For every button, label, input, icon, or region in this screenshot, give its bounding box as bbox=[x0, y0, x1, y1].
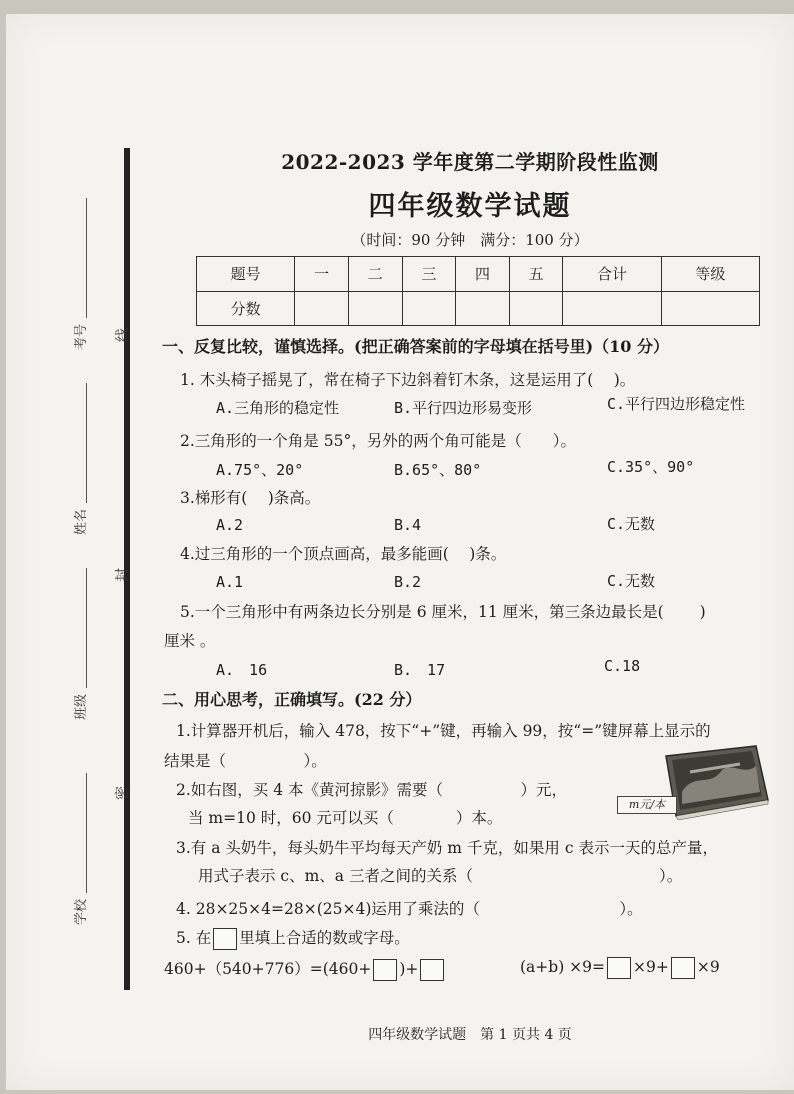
class-blank[interactable] bbox=[72, 568, 87, 688]
s2-q5-equation-2 bbox=[520, 957, 720, 979]
eq2-part-b: ×9+ bbox=[633, 958, 669, 976]
s1-question-1: 1. 木头椅子摇晃了，常在椅子下边斜着钉木条，这是运用了( )。 bbox=[180, 371, 636, 389]
name-label: 姓名 bbox=[74, 508, 89, 535]
s2-question-4: 4. 28×25×4=28×(25×4)运用了乘法的（ ）。 bbox=[176, 900, 643, 918]
school-label: 学校 bbox=[74, 898, 89, 925]
score-cell: 四 bbox=[456, 257, 510, 292]
s1-q3-option-a[interactable]: A.2 bbox=[216, 516, 244, 534]
exam-no-blank[interactable] bbox=[72, 198, 87, 318]
eq2-part-a: (a+b) ×9= bbox=[520, 958, 606, 976]
score-table bbox=[196, 256, 760, 326]
s1-q3-option-b[interactable]: B.4 bbox=[394, 516, 422, 534]
seal-char-line: 线 bbox=[115, 328, 131, 342]
s2-question-5 bbox=[176, 926, 410, 950]
s1-q1-option-b[interactable]: B.平行四边形易变形 bbox=[394, 399, 533, 417]
s1-q2-option-a[interactable]: A.75°、20° bbox=[216, 461, 304, 479]
s2-q5-prefix: 5. 在 bbox=[176, 929, 212, 947]
s1-q3-option-c[interactable]: C.无数 bbox=[607, 515, 656, 533]
s1-question-5: 5.一个三角形中有两条边长分别是 6 厘米，11 厘米，第三条边最长是( ) bbox=[180, 603, 706, 621]
s1-q5-option-b[interactable]: B. 17 bbox=[394, 661, 446, 679]
answer-box[interactable] bbox=[607, 957, 631, 979]
s2-question-1-cont: 结果是（ ）。 bbox=[164, 752, 327, 770]
s1-q2-option-c[interactable]: C.35°、90° bbox=[607, 458, 695, 476]
eq1-part-b: )+ bbox=[399, 960, 419, 978]
s2-q5-equation-1 bbox=[164, 957, 446, 981]
score-blank[interactable] bbox=[456, 291, 510, 326]
s1-q1-option-c[interactable]: C.平行四边形稳定性 bbox=[607, 395, 746, 413]
class-label: 班级 bbox=[74, 693, 89, 720]
s2-question-2: 2.如右图，买 4 本《黄河掠影》需要（ ）元， bbox=[176, 781, 568, 799]
s2-question-3-cont: 用式子表示 c、m、a 三者之间的关系（ ）。 bbox=[198, 867, 683, 885]
exam-time-score: （时间：90 分钟 满分：100 分） bbox=[351, 231, 589, 249]
score-cell: 一 bbox=[295, 257, 349, 292]
name-blank[interactable] bbox=[72, 383, 87, 503]
exam-subject-title: 四年级数学试题 bbox=[368, 191, 572, 222]
eq1-part-a: 460+（540+776）=(460+ bbox=[164, 960, 372, 978]
score-blank[interactable] bbox=[295, 291, 349, 326]
seal-char-secret: 密 bbox=[115, 786, 131, 800]
s1-q4-option-a[interactable]: A.1 bbox=[216, 573, 244, 591]
s1-q1-option-a[interactable]: A.三角形的稳定性 bbox=[216, 399, 340, 417]
answer-box[interactable] bbox=[671, 957, 695, 979]
score-cell: 合计 bbox=[563, 257, 661, 292]
score-table-header-row bbox=[197, 257, 760, 292]
school-blank[interactable] bbox=[72, 773, 87, 893]
s2-question-3: 3.有 a 头奶牛，每头奶牛平均每天产奶 m 千克，如果用 c 表示一天的总产量， bbox=[176, 839, 718, 857]
answer-box[interactable] bbox=[213, 928, 237, 950]
exam-no-label: 考号 bbox=[74, 323, 89, 350]
score-blank[interactable] bbox=[661, 291, 759, 326]
name-field bbox=[70, 383, 89, 535]
s1-question-4: 4.过三角形的一个顶点画高，最多能画( )条。 bbox=[180, 545, 507, 563]
section2-heading: 二、用心思考，正确填写。(22 分） bbox=[162, 690, 422, 709]
eq2-part-c: ×9 bbox=[696, 958, 720, 976]
score-cell: 二 bbox=[348, 257, 402, 292]
answer-box[interactable] bbox=[373, 959, 397, 981]
book-price-tag: m元/本 bbox=[617, 796, 677, 814]
score-cell: 题号 bbox=[197, 257, 295, 292]
s1-question-2: 2.三角形的一个角是 55°，另外的两个角可能是（ ）。 bbox=[180, 432, 576, 450]
score-cell: 分数 bbox=[197, 291, 295, 326]
score-cell: 等级 bbox=[661, 257, 759, 292]
exam-term-title: 2022-2023 学年度第二学期阶段性监测 bbox=[281, 150, 659, 174]
section1-heading: 一、反复比较，谨慎选择。(把正确答案前的字母填在括号里)（10 分） bbox=[162, 337, 669, 356]
s1-question-3: 3.梯形有( )条高。 bbox=[180, 489, 321, 507]
s1-question-5-cont: 厘米 。 bbox=[164, 632, 216, 650]
score-blank[interactable] bbox=[563, 291, 661, 326]
s2-q5-suffix: 里填上合适的数或字母。 bbox=[239, 929, 410, 947]
page-footer: 四年级数学试题 第 1 页共 4 页 bbox=[368, 1027, 572, 1043]
answer-box[interactable] bbox=[420, 959, 444, 981]
class-field bbox=[70, 568, 89, 720]
seal-char-seal: 封 bbox=[115, 568, 131, 582]
score-blank[interactable] bbox=[348, 291, 402, 326]
school-field bbox=[70, 773, 89, 925]
score-blank[interactable] bbox=[509, 291, 563, 326]
s1-q5-option-c[interactable]: C.18 bbox=[604, 657, 641, 675]
s2-question-1: 1.计算器开机后，输入 478，按下“+”键，再输入 99，按“=”键屏幕上显示的 bbox=[176, 722, 711, 740]
s1-q5-option-a[interactable]: A. 16 bbox=[216, 661, 268, 679]
s2-question-2-cont: 当 m=10 时，60 元可以买（ ）本。 bbox=[188, 809, 503, 827]
s1-q4-option-c[interactable]: C.无数 bbox=[607, 572, 656, 590]
exam-no-field bbox=[70, 198, 89, 350]
s1-q4-option-b[interactable]: B.2 bbox=[394, 573, 422, 591]
s1-q2-option-b[interactable]: B.65°、80° bbox=[394, 461, 482, 479]
score-cell: 五 bbox=[509, 257, 563, 292]
score-cell: 三 bbox=[402, 257, 456, 292]
score-blank[interactable] bbox=[402, 291, 456, 326]
score-table-score-row bbox=[197, 291, 760, 326]
